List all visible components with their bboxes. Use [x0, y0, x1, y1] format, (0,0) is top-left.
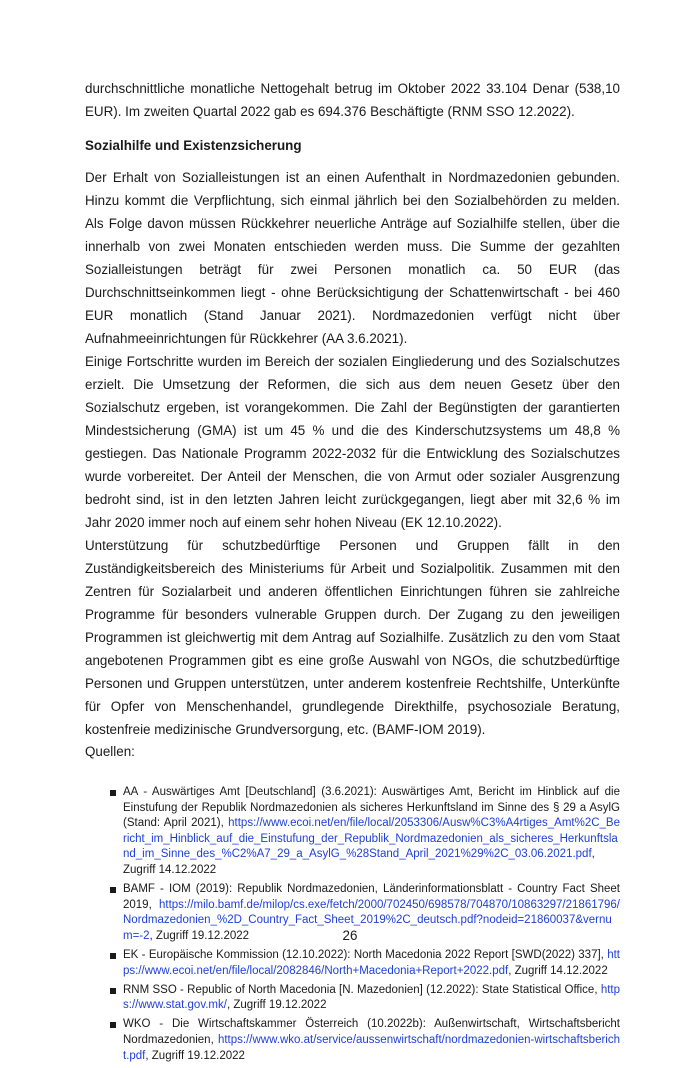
source-link[interactable]: https://www.stat.gov.mk/: [123, 983, 620, 1012]
source-access-date: , Zugriff 14.12.2022: [123, 848, 595, 876]
paragraph-vulnerable-support: Unterstützung für schutzbedürftige Personen und Gruppen fällt in den Zuständigkeitsbereich des Ministeriums für Arbeit und Sozialpolitik. Zusammen mit den Zentren für Sozialarbeit und anderen öffentlichen Einrichtungen führen sie zahlreiche Programme für besonders vulnerable Gruppen durch. Der Zugang zu den jeweiligen Programmen ist gleichwertig mit dem Antrag auf Sozialhilfe. Zusätzlich zu den vom Staat angebotenen Programmen gibt es eine große Auswahl von NGOs, die schutzbedürftige Personen und Gruppen unterstützen, unter anderem kostenfreie Rechtshilfe, Unterkünfte für Opfer von Menschenhandel, grundlegende Direkthilfe, psychosoziale Beratung, kostenfreie medizinische Grundversorgung, etc. (BAMF-IOM 2019).: [85, 538, 620, 737]
sources-list: [85, 785, 620, 1064]
square-bullet-icon: [110, 887, 116, 893]
source-text: RNM SSO - Republic of North Macedonia [N. Mazedonien] (12.2022): State Statistical Office,: [123, 983, 601, 996]
paragraph-social-inclusion: Einige Fortschritte wurden im Bereich der sozialen Eingliederung und des Sozialschutzes erzielt. Die Umsetzung der Reformen, die sich aus dem neuen Gesetz über den Sozialschutz ergeben, ist vorangekommen. Die Zahl der Begünstigten der garantierten Mindestsicherung (GMA) ist um 45 % und die des Kinderschutzsystems um 48,8 % gestiegen. Das Nationale Programm 2022-2032 für die Entwicklung des Sozialschutzes wurde vorbereitet. Der Anteil der Menschen, die von Armut oder sozialer Ausgrenzung bedroht sind, ist in den letzten Jahren leicht zurückgegangen, liegt aber mit 32,6 % im Jahr 2020 immer noch auf einem sehr hohen Niveau (EK 12.10.2022).: [85, 354, 620, 530]
source-item: [110, 983, 620, 1014]
source-link[interactable]: https://www.ecoi.net/en/file/local/2053306/Ausw%C3%A4rtiges_Amt%2C_Bericht_im_Hinblick_auf_die_Einstufung_der_Republik_Nordmazedonien_als_sicheres_Herkunftsland_im_Sinne_des_%C2%A7_29_a_AsylG_%28Stand_April_2021%29%2C_03.06.2021.pdf: [123, 817, 620, 861]
source-text: WKO - Die Wirtschaftskammer Österreich (10.2022b): Außenwirtschaft, Wirtschaftsbericht Nordmazedonien,: [123, 1018, 620, 1046]
page-number: 26: [342, 928, 358, 943]
sources-label: Quellen:: [85, 744, 135, 759]
source-access-date: , Zugriff 19.12.2022: [145, 1049, 245, 1062]
intro-paragraph: durchschnittliche monatliche Nettogehalt betrug im Oktober 2022 33.104 Denar (538,10 EUR). Im zweiten Quartal 2022 gab es 694.376 Beschäftigte (RNM SSO 12.2022).: [85, 81, 620, 119]
square-bullet-icon: [110, 1022, 116, 1028]
source-link[interactable]: https://milo.bamf.de/milop/cs.exe/fetch/2000/702450/698578/704870/10863297/21861796/Nordmazedonien_%2D_Country_Fact_Sheet_2019%2C_deutsch.pdf?nodeid=21860037&vernum=-2: [123, 898, 620, 942]
paragraph-social-benefits: Der Erhalt von Sozialleistungen ist an einen Aufenthalt in Nordmazedonien gebunden. Hinzu kommt die Verpflichtung, sich einmal jährlich bei den Sozialbehörden zu melden. Als Folge davon müssen Rückkehrer neuerliche Anträge auf Sozialhilfe stellen, über die innerhalb von zwei Monaten entschieden werden muss. Die Summe der gezahlten Sozialleistungen beträgt für zwei Personen monatlich ca. 50 EUR (das Durchschnittseinkommen liegt - ohne Berücksichtigung der Schattenwirtschaft - bei 460 EUR monatlich (Stand Januar 2021). Nordmazedonien verfügt nicht über Aufnahmeeinrichtungen für Rückkehrer (AA 3.6.2021).: [85, 170, 620, 346]
source-text: EK - Europäische Kommission (12.10.2022): North Macedonia 2022 Report [SWD(2022) 337],: [123, 948, 608, 961]
source-text: BAMF - IOM (2019): Republik Nordmazedonien, Länderinformationsblatt - Country Fact Sheet 2019,: [123, 883, 620, 911]
source-access-date: , Zugriff 14.12.2022: [508, 964, 608, 977]
square-bullet-icon: [110, 988, 116, 994]
square-bullet-icon: [110, 953, 116, 959]
source-item: [110, 948, 620, 979]
source-access-date: , Zugriff 19.12.2022: [149, 929, 250, 942]
source-access-date: , Zugriff 19.12.2022: [226, 999, 327, 1012]
source-text: AA - Auswärtiges Amt [Deutschland] (3.6.2021): Auswärtiges Amt, Bericht im Hinblick auf die Einstufung der Republik Nordmazedonien als sicheres Herkunftsland im Sinne des § 29 a AsylG (Stand: April 2021),: [123, 786, 620, 830]
section-heading: Sozialhilfe und Existenzsicherung: [85, 138, 302, 153]
document-page: [85, 77, 620, 1068]
square-bullet-icon: [110, 790, 116, 796]
source-item: [110, 1017, 620, 1064]
source-link[interactable]: https://www.ecoi.net/en/file/local/2082846/North+Macedonia+Report+2022.pdf: [123, 948, 620, 977]
source-item: [110, 785, 620, 879]
source-link[interactable]: https://www.wko.at/service/aussenwirtschaft/nordmazedonien-wirtschaftsbericht.pdf: [123, 1033, 620, 1062]
